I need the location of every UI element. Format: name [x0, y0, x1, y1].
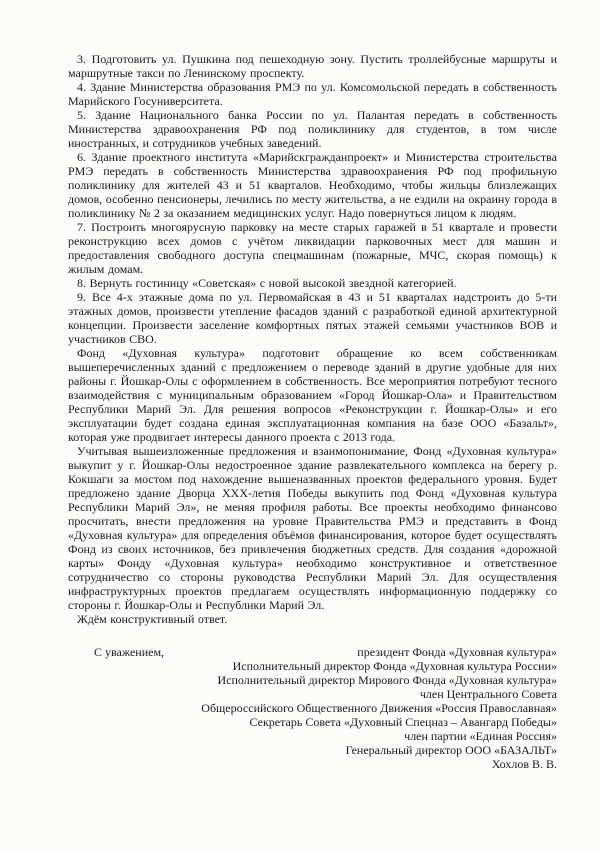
paragraph-fund-financing: Учитывая вышеизложенные предложения и взаимопонимание, Фонд «Духовная культура» выкупит у г. Йошкар-Олы недостроенное здание развлекательного комплекса на берегу р. Кокшаги за мостом под нахождение вышеназванных проектов федерального уровня. Будет предложено здание Дворца XXX-летия Победы выкупить под Фонд «Духовная культура Республики Марий Эл», не меняя профиля работы. Все проекты необходимо финансово просчитать, внести предложения на уровне Правительства РМЭ и представить в Фонд «Духовная культура» для определения объёмов финансирования, которое будет осуществлять Фонд из своих источников, без привлечения бюджетных средств. Для создания «дорожной карты» Фонду «Духовная культура» необходимо конструктивное и ответственное сотрудничество со стороны руководства Республики Марий Эл. Для осуществления инфраструктурных проектов предлагаем осуществлять информационную поддержку со стороны г. Йошкар-Олы и Республики Марий Эл. — [68, 444, 557, 612]
list-item-6: 6. Здание проектного института «Марийскгражданпроект» и Министерства строительства РМЭ передать в собственность Министерства здравоохранения РФ под профильную поликлинику для жителей 43 и 51 кварталов. Необходимо, чтобы жильцы близлежащих домов, особенно пенсионеры, лечились по месту жительства, а не ездили на окраину города в поликлинику № 2 за оказанием медицинских услуг. Надо повернуться лицом к людям. — [68, 150, 557, 220]
paragraph-fund-proposal: Фонд «Духовная культура» подготовит обращение ко всем собственникам вышеперечисленных зданий с предложением о переводе зданий в другие удобные для них районы г. Йошкар-Олы с оформлением в собственность. Все мероприятия потребуют тесного взаимодействия с муниципальным образованием «Город Йошкар-Ола» и Правительством Республики Марий Эл. Для решения вопросов «Реконструкции г. Йошкар-Олы» и его эксплуатации будет создана единая эксплуатационная компания на базе ООО «Базальт», которая уже продвигает интересы данного проекта с 2013 года. — [68, 346, 557, 444]
signature-title: президент Фонда «Духовная культура» — [357, 645, 557, 659]
list-item-3: 3. Подготовить ул. Пушкина под пешеходную зону. Пустить троллейбусные маршруты и маршрутные такси по Ленинскому проспекту. — [68, 52, 557, 80]
list-item-9: 9. Все 4-х этажные дома по ул. Первомайская в 43 и 51 кварталах надстроить до 5-ти этажных домов, произвести утепление фасадов зданий с разработкой единой архитектурной концепции. Произвести заселение комфортных пятых этажей семьями участников ВОВ и участников СВО. — [68, 290, 557, 346]
list-item-4: 4. Здание Министерства образования РМЭ по ул. Комсомольской передать в собственность Марийского Госуниверситета. — [68, 80, 557, 108]
signature-row-first — [68, 645, 557, 659]
signature-title: член партии «Единая Россия» — [404, 729, 557, 743]
signature-title: Исполнительный директор Мирового Фонда «Духовная культура» — [217, 673, 557, 687]
signature-title: Генеральный директор ООО «БАЗАЛЬТ» — [345, 743, 557, 757]
letter-body — [68, 52, 557, 771]
list-item-7: 7. Построить многоярусную парковку на месте старых гаражей в 51 квартале и провести реконструкцию всех домов с учётом ликвидации парковочных мест для машин и предоставления свободного доступа спецмашинам (пожарные, МЧС, скорая помощь) к жилым домам. — [68, 220, 557, 276]
signature-block — [68, 645, 557, 771]
closing-line: Ждём конструктивный ответ. — [77, 612, 228, 626]
list-item-8: 8. Вернуть гостиницу «Советская» с новой высокой звездной категорией. — [77, 276, 457, 290]
signature-title: член Центрального Совета — [419, 687, 557, 701]
signatory-name: Хохлов В. В. — [491, 757, 557, 771]
salutation: С уважением, — [94, 645, 165, 659]
list-item-5: 5. Здание Национального банка России по ул. Палантая передать в собственность Министерства здравоохранения РФ под поликлинику для студентов, в том числе иностранных, и сотрудников учебных заведений. — [68, 108, 557, 150]
signature-title: Секретарь Совета «Духовный Спецназ – Авангард Победы» — [249, 715, 557, 729]
signature-title: Общероссийского Общественного Движения «Россия Православная» — [201, 701, 557, 715]
signature-title: Исполнительный директор Фонда «Духовная культура России» — [232, 659, 557, 673]
